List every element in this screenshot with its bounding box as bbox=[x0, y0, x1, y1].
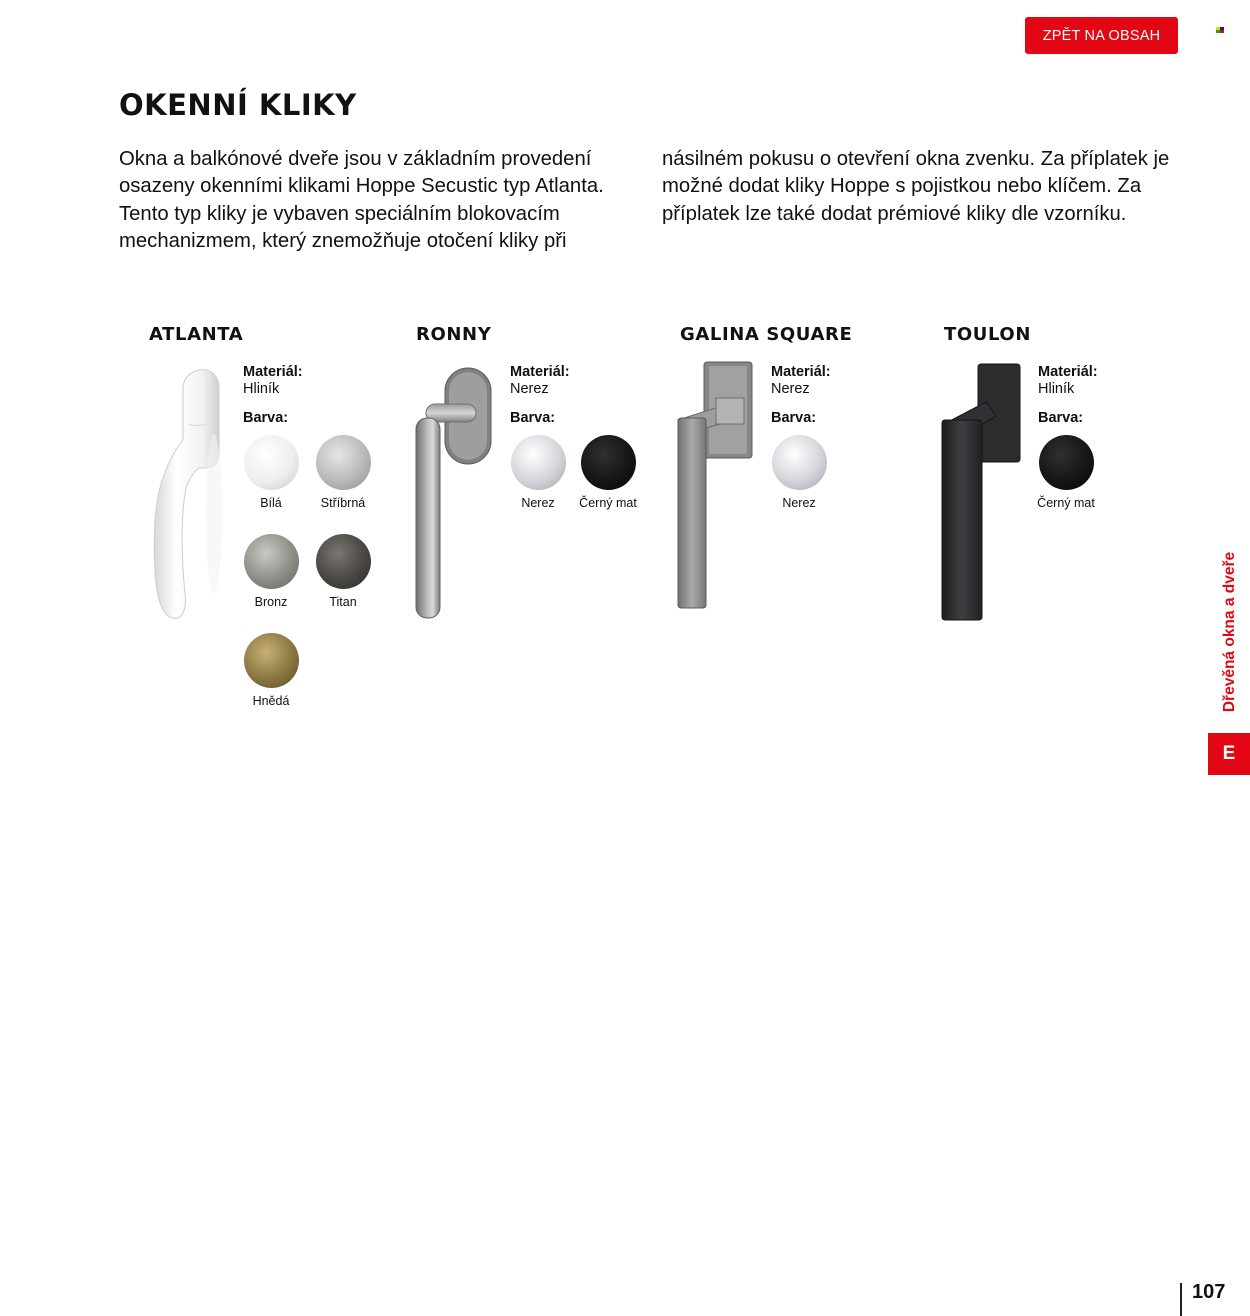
swatch-label: Nerez bbox=[521, 496, 555, 510]
ronny-handle-image bbox=[412, 364, 502, 624]
color-label: Barva: bbox=[1038, 410, 1084, 426]
color-swatch[interactable] bbox=[509, 435, 567, 511]
swatch-circle bbox=[581, 435, 636, 490]
material-label: Materiál: bbox=[243, 364, 303, 380]
color-swatch[interactable] bbox=[1037, 435, 1095, 511]
color-label: Barva: bbox=[771, 410, 817, 426]
swatch-circle bbox=[244, 435, 299, 490]
swatch-label: Černý mat bbox=[1037, 496, 1095, 510]
product-specs bbox=[1038, 364, 1198, 529]
color-swatch[interactable] bbox=[242, 435, 300, 511]
intro-text-column-1: Okna a balkónové dveře jsou v základním provedení osazeny okenními klikami Hoppe Secustic typ Atlanta. Tento typ kliky je vybaven speciálním blokovacím mechanizmem, který znemožňuje otočení kliky při bbox=[119, 148, 604, 252]
atlanta-handle-image bbox=[141, 364, 231, 624]
swatch-circle bbox=[244, 534, 299, 589]
product-specs bbox=[243, 364, 403, 719]
swatch-label: Titan bbox=[329, 595, 357, 609]
color-swatch[interactable] bbox=[242, 534, 300, 610]
page-title: OKENNÍ KLIKY bbox=[119, 88, 357, 122]
swatch-circle bbox=[511, 435, 566, 490]
material-value: Hliník bbox=[1038, 381, 1075, 397]
product-name: GALINA SQUARE bbox=[680, 324, 853, 345]
product-specs bbox=[771, 364, 931, 529]
color-swatch[interactable] bbox=[314, 534, 372, 610]
swatch-circle bbox=[772, 435, 827, 490]
swatch-circle bbox=[1039, 435, 1094, 490]
back-to-contents-button[interactable]: ZPĚT NA OBSAH bbox=[1025, 17, 1178, 54]
swatch-label: Nerez bbox=[782, 496, 816, 510]
product-galina-square bbox=[680, 324, 940, 744]
material-label: Materiál: bbox=[771, 364, 831, 380]
color-label: Barva: bbox=[243, 410, 289, 426]
product-toulon bbox=[944, 324, 1204, 744]
intro-text-column-2: násilném pokusu o otevření okna zvenku. Za příplatek je možné dodat kliky Hoppe s pojistkou nebo klíčem. Za příplatek lze také dodat prémiové kliky dle vzorníku. bbox=[662, 148, 1170, 225]
galina-square-handle-image bbox=[676, 360, 766, 620]
material-value: Hliník bbox=[243, 381, 280, 397]
swatch-circle bbox=[244, 633, 299, 688]
product-ronny bbox=[416, 324, 676, 744]
swatch-circle bbox=[316, 435, 371, 490]
swatch-label: Černý mat bbox=[579, 496, 637, 510]
toulon-handle-image bbox=[938, 362, 1028, 624]
product-name: TOULON bbox=[944, 324, 1031, 345]
swatch-label: Bronz bbox=[254, 595, 288, 609]
swatch-label: Stříbrná bbox=[320, 496, 366, 510]
color-label: Barva: bbox=[510, 410, 556, 426]
swatch-circle bbox=[316, 534, 371, 589]
material-label: Materiál: bbox=[510, 364, 570, 380]
material-value: Nerez bbox=[510, 381, 549, 397]
product-specs bbox=[510, 364, 670, 529]
material-label: Materiál: bbox=[1038, 364, 1098, 380]
color-swatch[interactable] bbox=[242, 633, 300, 709]
swatch-label: Hnědá bbox=[252, 694, 290, 708]
material-value: Nerez bbox=[771, 381, 810, 397]
color-swatch[interactable] bbox=[770, 435, 828, 511]
section-letter-tab[interactable]: E bbox=[1208, 733, 1250, 775]
product-atlanta bbox=[149, 324, 409, 744]
product-name: ATLANTA bbox=[149, 324, 244, 345]
color-registration-mark bbox=[1216, 27, 1225, 33]
page-number-divider bbox=[1180, 1283, 1182, 1316]
section-tab-label: Dřevěná okna a dveře bbox=[1221, 551, 1239, 712]
product-name: RONNY bbox=[416, 324, 492, 345]
color-swatch[interactable] bbox=[579, 435, 637, 511]
page-number: 107 bbox=[1192, 1281, 1226, 1303]
swatch-label: Bílá bbox=[260, 496, 282, 510]
section-tab[interactable] bbox=[1219, 544, 1241, 719]
color-swatch[interactable] bbox=[314, 435, 372, 511]
